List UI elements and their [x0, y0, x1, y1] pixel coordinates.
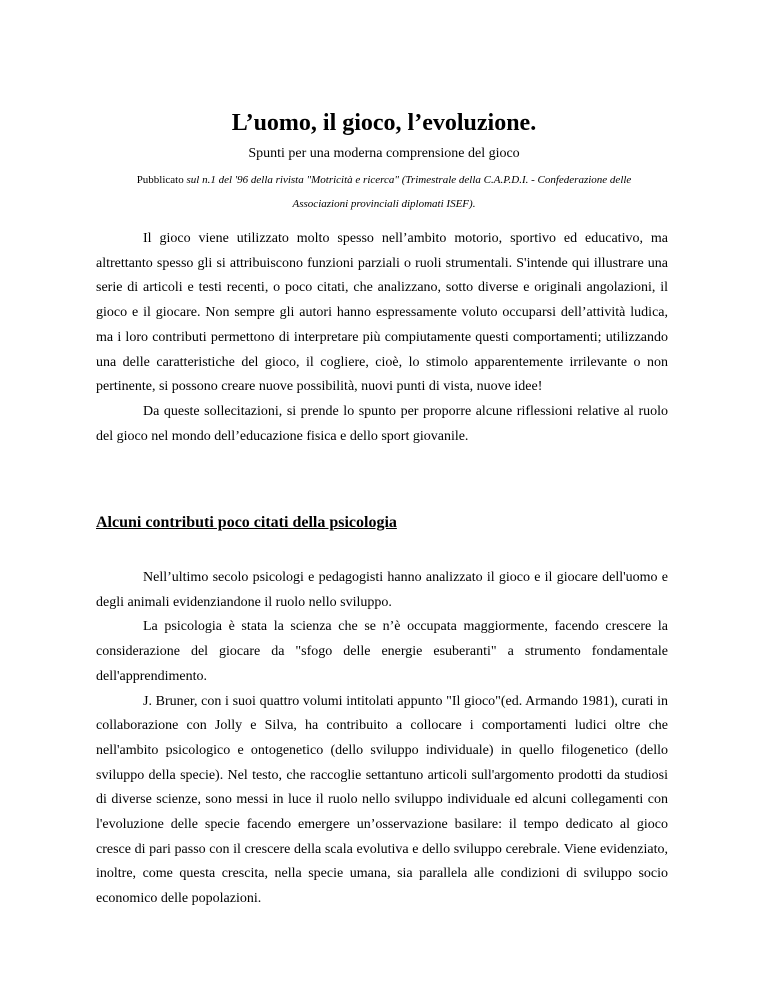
intro-paragraph-1: Il gioco viene utilizzato molto spesso nell’ambito motorio, sportivo ed educativo, ma altrettanto spesso gli si attribuiscono funzioni parziali o ruoli strumentali. S'intende qui illustrare una serie di articoli e testi recenti, o poco citati, che analizzano, sotto diverse e originali angolazioni, il gioco e il giocare. Non sempre gli autori hanno espressamente voluto occuparsi dell’attività ludica, ma i loro contributi permettono di interpretare più compiutamente questi comportamenti; utilizzando una delle caratteristiche del gioco, il cogliere, cioè, lo stimolo apparentemente irrilevante o non pertinente, si possono creare nuove possibilità, nuovi punti di vista, nuove idee!: [96, 231, 668, 395]
section-paragraph-1: Nell’ultimo secolo psicologi e pedagogisti hanno analizzato il gioco e il giocare dell'uomo e degli animali evidenziandone il ruolo nello sviluppo.: [96, 570, 668, 610]
section-heading: Alcuni contributi poco citati della psicologia: [96, 514, 397, 531]
section-paragraph-2: La psicologia è stata la scienza che se n’è occupata maggiormente, facendo crescere la considerazione del giocare da "sfogo delle energie esuberanti" a strumento fondamentale dell'apprendimento.: [96, 619, 668, 684]
intro-section: [96, 227, 668, 449]
document-title: L’uomo, il gioco, l’evoluzione.: [231, 110, 537, 136]
document-subtitle: Spunti per una moderna comprensione del gioco: [248, 146, 520, 161]
publication-details: sul n.1 del '96 della rivista "Motricità e ricerca" (Trimestrale della C.A.P.D.I. - Confederazione delle Associazioni provinciali diplomati ISEF).: [186, 174, 632, 210]
publication-info: [118, 168, 650, 216]
publication-prefix: Pubblicato: [136, 174, 184, 186]
psychology-section: [96, 566, 668, 912]
section-paragraph-3: J. Bruner, con i suoi quattro volumi intitolati appunto "Il gioco"(ed. Armando 1981), curati in collaborazione con Jolly e Silva, ha contribuito a collocare i comportamenti ludici oltre che nell'ambito psicologico e ontogenetico (dello sviluppo individuale) in quello filogenetico (dello sviluppo della specie). Nel testo, che raccoglie settantuno articoli sull'argomento prodotti da studiosi di diverse scienze, sono messi in luce il ruolo nello sviluppo individuale ed alcuni collegamenti con l'evoluzione delle specie facendo emergere un’osservazione basilare: il tempo dedicato al gioco cresce di pari passo con il crescere della scala evolutiva e dello sviluppo cerebrale. Viene evidenziato, inoltre, come questa crescita, nella specie umana, sia parallela alle condizioni di sviluppo socio economico delle popolazioni.: [96, 693, 668, 907]
intro-paragraph-2: Da queste sollecitazioni, si prende lo spunto per proporre alcune riflessioni relative al ruolo del gioco nel mondo dell’educazione fisica e dello sport giovanile.: [96, 403, 668, 444]
